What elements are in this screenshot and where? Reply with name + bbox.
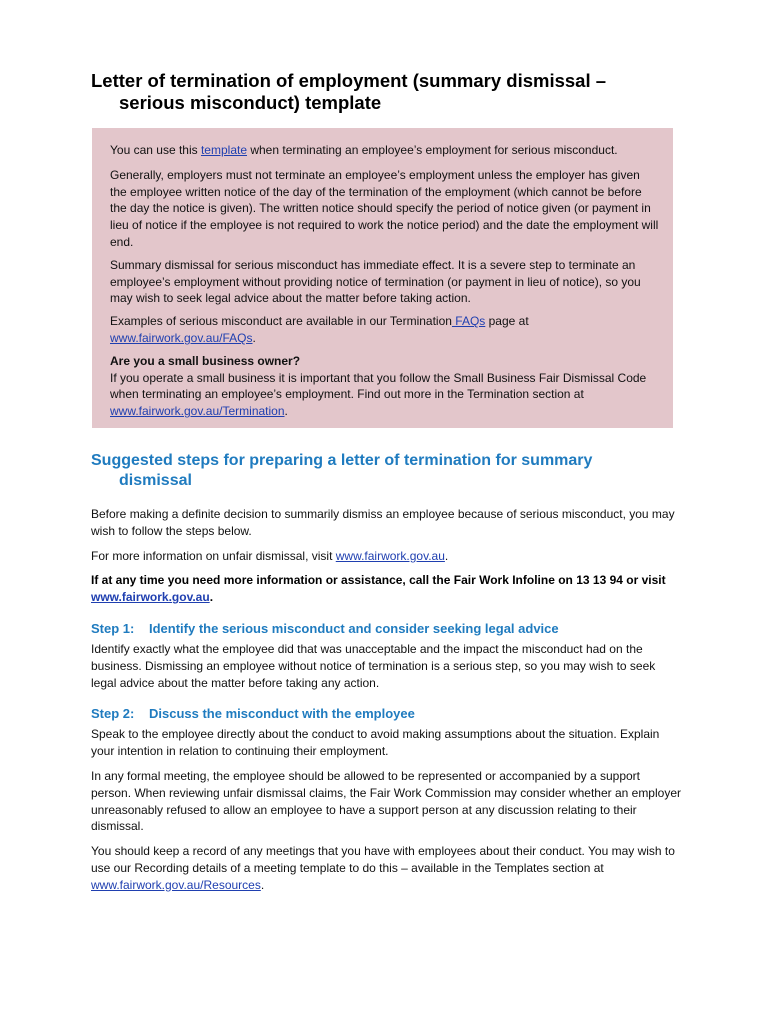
document-title-line-1: Letter of termination of employment (summary dismissal –	[91, 70, 607, 91]
info-paragraph-summary-dismissal: Summary dismissal for serious misconduct has immediate effect. It is a severe step to terminate an employee’s employment without providing notice of termination (or payment in lieu of notice), so you may wish to seek legal advice about the matter before taking action.	[110, 257, 641, 306]
section-heading-line-2: dismissal	[119, 472, 192, 489]
resources-link[interactable]: www.fairwork.gov.au/Resources	[91, 877, 261, 892]
body-text: .	[260, 877, 265, 892]
termination-url-link[interactable]: www.fairwork.gov.au/Termination	[110, 404, 285, 419]
faqs-link[interactable]: FAQs	[451, 314, 486, 329]
fairwork-bold-link[interactable]: www.fairwork.gov.au	[91, 590, 210, 605]
step-number: Step 2:	[91, 706, 135, 722]
step-1-paragraph: Identify exactly what the employee did that was unacceptable and the impact the misconduct had on the business. Dismissing an employee without notice of termination is a serious step, so you may wish to seek legal advice about the matter before taking any action.	[91, 641, 656, 690]
info-paragraph-examples	[110, 313, 659, 347]
info-text: You can use this	[110, 143, 201, 157]
info-callout-box	[92, 128, 673, 428]
suggested-steps-heading	[91, 451, 691, 491]
more-info-paragraph	[91, 548, 681, 565]
step-2-paragraph-1: Speak to the employee directly about the conduct to avoid making assumptions about the situation. Explain your intention in relation to continuing their employment.	[91, 727, 660, 759]
section-heading-line-1: Suggested steps for preparing a letter of termination for summary	[91, 452, 593, 469]
faqs-url-link[interactable]: www.fairwork.gov.au/FAQs	[110, 330, 253, 345]
step-title: Identify the serious misconduct and consider seeking legal advice	[149, 620, 559, 636]
body-text: .	[209, 590, 214, 605]
step-1-heading	[91, 620, 681, 638]
document-title-line-2: serious misconduct) template	[119, 92, 382, 113]
body-text: You should keep a record of any meetings that you have with employees about their conduct. You may wish to use our Recording details of a meeting template to do this – available in the Templates section at	[91, 844, 675, 875]
step-number: Step 1:	[91, 620, 135, 636]
intro-paragraph: Before making a definite decision to summarily dismiss an employee because of serious misconduct, you may wish to follow the steps below.	[91, 507, 675, 538]
steps-body	[91, 506, 681, 902]
body-text: For more information on unfair dismissal, visit	[91, 548, 336, 563]
info-text: page at	[485, 314, 529, 329]
template-link[interactable]: template	[200, 143, 247, 157]
info-paragraph-small-business	[110, 370, 659, 420]
document-title	[91, 70, 691, 114]
info-text: .	[252, 330, 256, 345]
body-text: If at any time you need more information or assistance, call the Fair Work Infoline on 13 13 94 or visit	[91, 573, 666, 588]
fairwork-link[interactable]: www.fairwork.gov.au	[335, 548, 445, 563]
step-title: Discuss the misconduct with the employee	[149, 706, 415, 722]
info-text: If you operate a small business it is important that you follow the Small Business Fair Dismissal Code when terminating an employee’s employment. Find out more in the Termination section at	[110, 370, 647, 402]
infoline-paragraph	[91, 572, 681, 606]
step-2-heading	[91, 705, 681, 723]
info-paragraph-notice: Generally, employers must not terminate an employee’s employment unless the employer has given the employee written notice of the day of the termination of the employment (which cannot be before the day the notice is given). The written notice should specify the period of notice given (or payment in lieu of notice if the employee is not required to work the notice period) and the date the employment will end.	[110, 167, 659, 249]
info-text: .	[284, 404, 288, 419]
small-business-heading: Are you a small business owner?	[110, 353, 301, 368]
step-2-paragraph-2: In any formal meeting, the employee should be allowed to be represented or accompanied by a support person. When reviewing unfair dismissal claims, the Fair Work Commission may consider whether an employer unreasonably refused to allow an employee to have a support person at any discussion relating to their dismissal.	[91, 768, 681, 834]
body-text: .	[444, 548, 449, 563]
info-paragraph-template	[110, 142, 659, 159]
step-2-paragraph-3	[91, 843, 681, 893]
info-text: when terminating an employee’s employment for serious misconduct.	[247, 143, 618, 157]
info-text: Examples of serious misconduct are available in our Termination	[110, 314, 452, 329]
